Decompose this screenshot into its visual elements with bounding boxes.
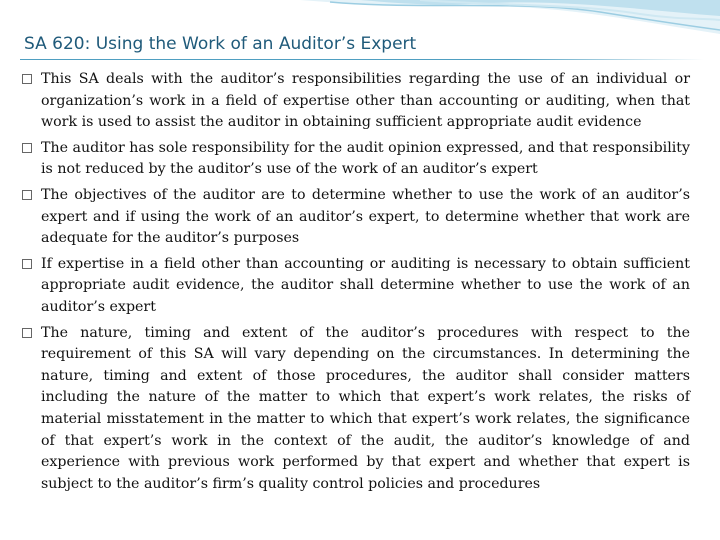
bullet-text: The objectives of the auditor are to determine whether to use the work of an auditor’s expert and if using the work of an auditor’s expert, to determine whether that work are adequate for the auditor’s purposes	[41, 186, 690, 247]
bullet-item	[22, 138, 690, 181]
title-underline-fade	[514, 59, 704, 60]
wave-band-mid	[360, 0, 720, 16]
bullet-item	[22, 323, 690, 496]
bullet-list	[22, 69, 690, 499]
bullet-text: If expertise in a field other than accounting or auditing is necessary to obtain sufficient appropriate audit evidence, the auditor shall determine whether to use the work of an auditor’s expert	[41, 255, 690, 315]
wave-band-light	[300, 0, 720, 34]
square-bullet-icon	[22, 74, 32, 84]
square-bullet-icon	[22, 143, 32, 153]
square-bullet-icon	[22, 259, 32, 269]
slide-title: SA 620: Using the Work of an Auditor’s Expert	[24, 34, 417, 54]
bullet-text: The nature, timing and extent of the auditor’s procedures with respect to the requirement of this SA will vary depending on the circumstances. In determining the nature, timing and extent of those procedures, the auditor shall consider matters including the nature of the matter to which that expert’s work relates, the risks of material misstatement in the matter to which that expert’s work relates, the significance of that expert’s work in the context of the audit, the auditor’s knowledge of and experience with previous work performed by that expert and whether that expert is subject to the auditor’s firm’s quality control policies and procedures	[41, 324, 690, 492]
bullet-item	[22, 69, 690, 134]
bullet-item	[22, 185, 690, 250]
bullet-item	[22, 254, 690, 319]
bullet-text: The auditor has sole responsibility for the audit opinion expressed, and that responsibility is not reduced by the auditor’s use of the work of an auditor’s expert	[41, 139, 691, 178]
square-bullet-icon	[22, 328, 32, 338]
wave-line	[330, 2, 720, 30]
title-underline	[20, 59, 514, 60]
bullet-text: This SA deals with the auditor’s responsibilities regarding the use of an individual or organization’s work in a field of expertise other than accounting or auditing, when that work is used to assist the auditor in obtaining sufficient appropriate audit evidence	[41, 71, 690, 131]
square-bullet-icon	[22, 190, 32, 200]
wave-line-2	[420, 0, 720, 20]
